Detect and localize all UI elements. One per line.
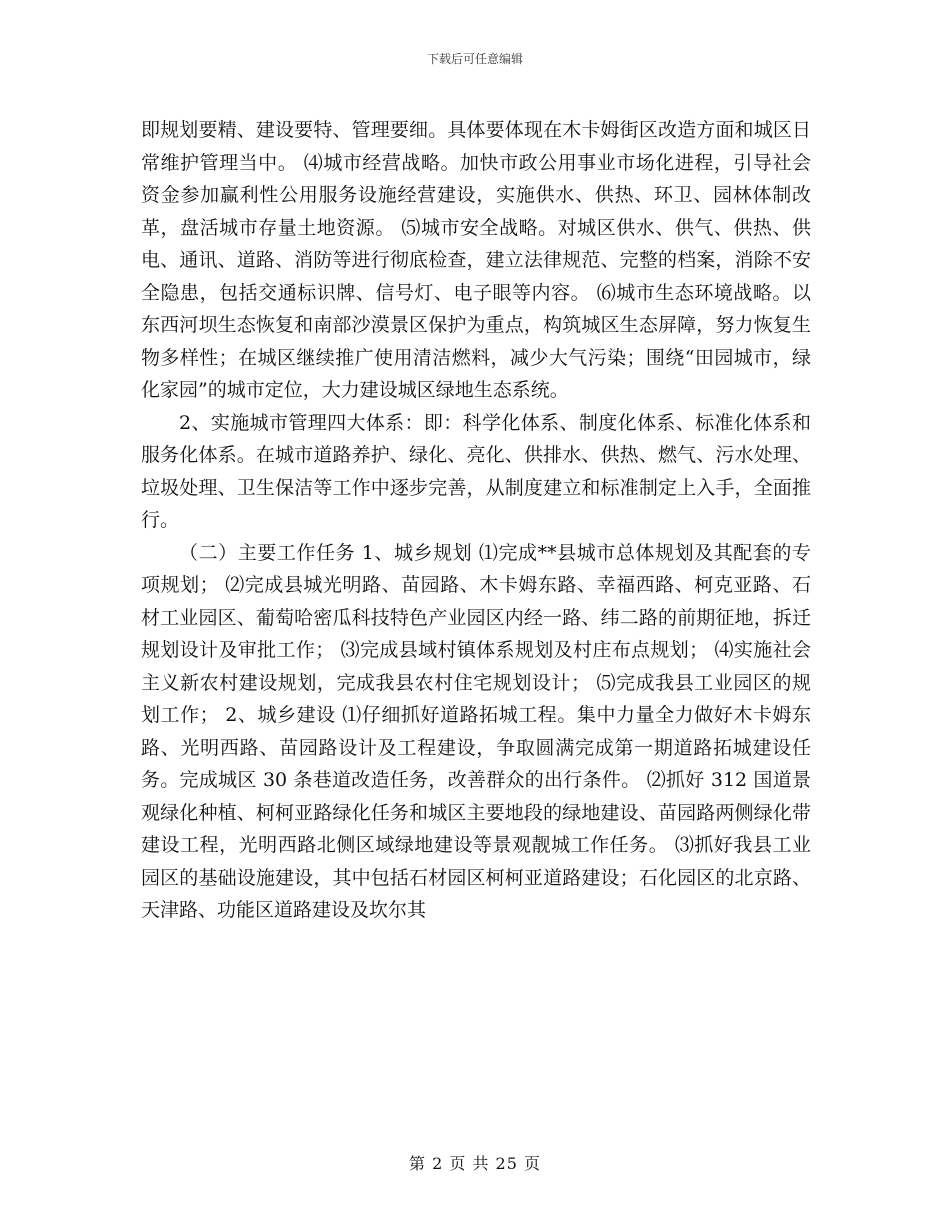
paragraph-city-strategies: 即规划要精、建设要特、管理要细。具体要体现在木卡姆街区改造方面和城区日常维护管理当中。 ⑷城市经营战略。加快市政公用事业市场化进程，引导社会资金参加赢利性公用服务设施经营建设，实施供水、供热、环卫、园林体制改革，盘活城市存量土地资源。 ⑸城市安全战略。对城区供水、供气、供热、供电、通讯、道路、消防等进行彻底检查，建立法律规范、完整的档案，消除不安全隐患，包括交通标识牌、信号灯、电子眼等内容。 ⑹城市生态环境战略。以东西河坝生态恢复和南部沙漠景区保护为重点，构筑城区生态屏障，努力恢复生物多样性；在城区继续推广使用清洁燃料，减少大气污染；围绕“田园城市，绿化家园”的城市定位，大力建设城区绿地生态系统。 [141,119,811,401]
paragraph-management-systems: 2、实施城市管理四大体系：即：科学化体系、制度化体系、标准化体系和服务化体系。在城市道路养护、绿化、亮化、供排水、供热、燃气、污水处理、垃圾处理、卫生保洁等工作中逐步完善，从制度建立和标准制定上入手，全面推行。 [141,411,811,531]
paragraph-main-tasks: （二）主要工作任务 1、城乡规划 ⑴完成**县城市总体规划及其配套的专项规划； ⑵完成县城光明路、苗园路、木卡姆东路、幸福西路、柯克亚路、石材工业园区、葡萄哈密瓜科技特色产业园区内经一路、纬二路的前期征地，拆迁规划设计及审批工作； ⑶完成县域村镇体系规划及村庄布点规划； ⑷实施社会主义新农村建设规划，完成我县农村住宅规划设计； ⑸完成我县工业园区的规划工作； 2、城乡建设 ⑴仔细抓好道路拓城工程。集中力量全力做好木卡姆东路、光明西路、苗园路设计及工程建设，争取圆满完成第一期道路拓城建设任务。完成城区 30 条巷道改造任务，改善群众的出行条件。 ⑵抓好 312 国道景观绿化种植、柯柯亚路绿化任务和城区主要地段的绿地建设、苗园路两侧绿化带建设工程，光明西路北侧区域绿地建设等景观靓城工作任务。 ⑶抓好我县工业园区的基础设施建设，其中包括石材园区柯柯亚道路建设；石化园区的北京路、天津路、功能区道路建设及坎尔其 [141,541,811,921]
page-number: 第 2 页 共 25 页 [409,1154,541,1173]
header-note: 下载后可任意编辑 [426,52,523,66]
document-body [141,114,811,927]
